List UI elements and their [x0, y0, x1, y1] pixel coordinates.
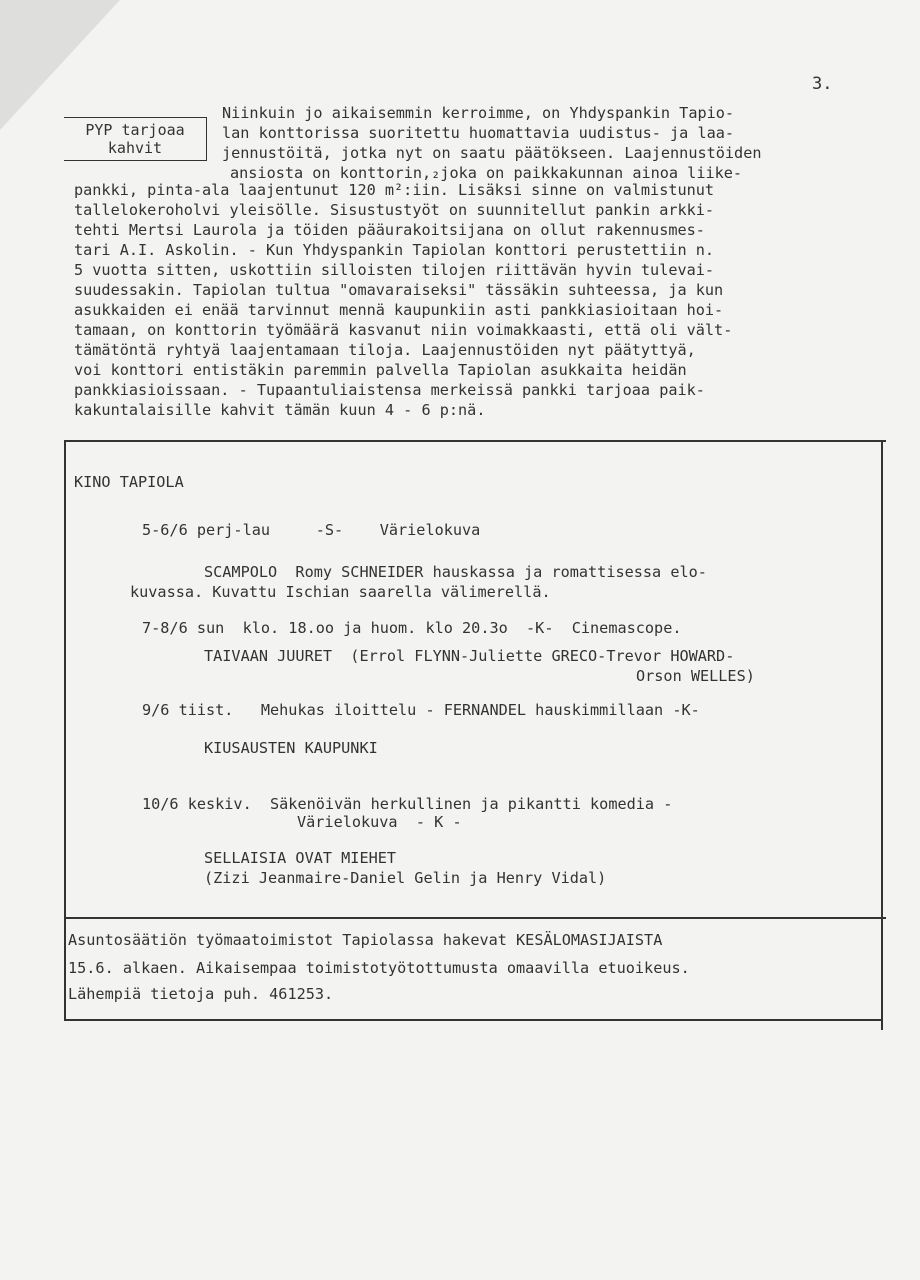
- kino-line: SELLAISIA OVAT MIEHET: [204, 849, 397, 867]
- notice-line: Lähempiä tietoja puh. 461253.: [68, 985, 334, 1003]
- kino-line: (Zizi Jeanmaire-Daniel Gelin ja Henry Vidal): [204, 869, 607, 887]
- kino-box-right-rule: [881, 440, 883, 1030]
- notice-box-left-rule: [64, 917, 66, 1021]
- folded-corner: [0, 0, 120, 130]
- kino-heading: KINO TAPIOLA: [74, 473, 184, 491]
- kino-line: KIUSAUSTEN KAUPUNKI: [204, 739, 378, 757]
- paragraph-line: tämätöntä ryhtyä laajentamaan tiloja. Laajennustöiden nyt päätyttyä,: [74, 341, 696, 359]
- paragraph-line: tehti Mertsi Laurola ja töiden pääurakoitsijana on ollut rakennusmes-: [74, 221, 705, 239]
- paragraph-line: 5 vuotta sitten, uskottiin silloisten tilojen riittävän hyvin tulevai-: [74, 261, 715, 279]
- pyp-label-box: [64, 117, 207, 161]
- paragraph-line: suudessakin. Tapiolan tultua "omavaraiseksi" tässäkin suhteessa, ja kun: [74, 281, 724, 299]
- paragraph-line: tamaan, on konttorin työmäärä kasvanut niin voimakkaasti, että oli vält-: [74, 321, 733, 339]
- kino-line: 7-8/6 sun klo. 18.oo ja huom. klo 20.3o -K- Cinemascope.: [142, 619, 682, 637]
- kino-line: Orson WELLES): [636, 667, 755, 685]
- paragraph-line: kakuntalaisille kahvit tämän kuun 4 - 6 p:nä.: [74, 401, 486, 419]
- box-label-line-1: PYP tarjoaa: [85, 121, 185, 139]
- paragraph-line: pankkiasioissaan. - Tupaantuliaistensa merkeissä pankki tarjoaa paik-: [74, 381, 705, 399]
- paragraph-line: ansiosta on konttorin,₂joka on paikkakunnan ainoa liike-: [230, 164, 743, 182]
- paragraph-line: tallelokeroholvi yleisölle. Sisustustyöt on suunnitellut pankin arkki-: [74, 201, 715, 219]
- kino-box-left-rule: [64, 440, 66, 920]
- kino-line: kuvassa. Kuvattu Ischian saarella välimerellä.: [130, 583, 551, 601]
- kino-line: 5-6/6 perj-lau -S- Värielokuva: [142, 521, 481, 539]
- kino-line: SCAMPOLO Romy SCHNEIDER hauskassa ja romattisessa elo-: [204, 563, 707, 581]
- paragraph-line: lan konttorissa suoritettu huomattavia uudistus- ja laa-: [222, 124, 735, 142]
- paragraph-line: Niinkuin jo aikaisemmin kerroimme, on Yhdyspankin Tapio-: [222, 104, 735, 122]
- kino-box-top-rule: [64, 440, 886, 442]
- kino-line: 9/6 tiist. Mehukas iloittelu - FERNANDEL hauskimmillaan -K-: [142, 701, 700, 719]
- notice-line: Asuntosäätiön työmaatoimistot Tapiolassa hakevat KESÄLOMASIJAISTA: [68, 931, 663, 949]
- kino-line: Värielokuva - K -: [297, 813, 462, 831]
- paragraph-line: asukkaiden ei enää tarvinnut mennä kaupunkiin asti pankkiasioitaan hoi-: [74, 301, 724, 319]
- page-number: 3.: [812, 74, 833, 94]
- notice-box-top-rule: [64, 917, 886, 919]
- notice-box-bottom-rule: [64, 1019, 882, 1021]
- paragraph-line: jennustöitä, jotka nyt on saatu päätökseen. Laajennustöiden: [222, 144, 762, 162]
- paragraph-line: voi konttori entistäkin paremmin palvella Tapiolan asukkaita heidän: [74, 361, 687, 379]
- kino-line: 10/6 keskiv. Säkenöivän herkullinen ja pikantti komedia -: [142, 795, 673, 813]
- notice-line: 15.6. alkaen. Aikaisempaa toimistotyötottumusta omaavilla etuoikeus.: [68, 959, 690, 977]
- box-label-line-2: kahvit: [107, 139, 163, 157]
- paragraph-line: tari A.I. Askolin. - Kun Yhdyspankin Tapiolan konttori perustettiin n.: [74, 241, 715, 259]
- paragraph-line: pankki, pinta-ala laajentunut 120 m²:iin. Lisäksi sinne on valmistunut: [74, 181, 715, 199]
- kino-line: TAIVAAN JUURET (Errol FLYNN-Juliette GRECO-Trevor HOWARD-: [204, 647, 735, 665]
